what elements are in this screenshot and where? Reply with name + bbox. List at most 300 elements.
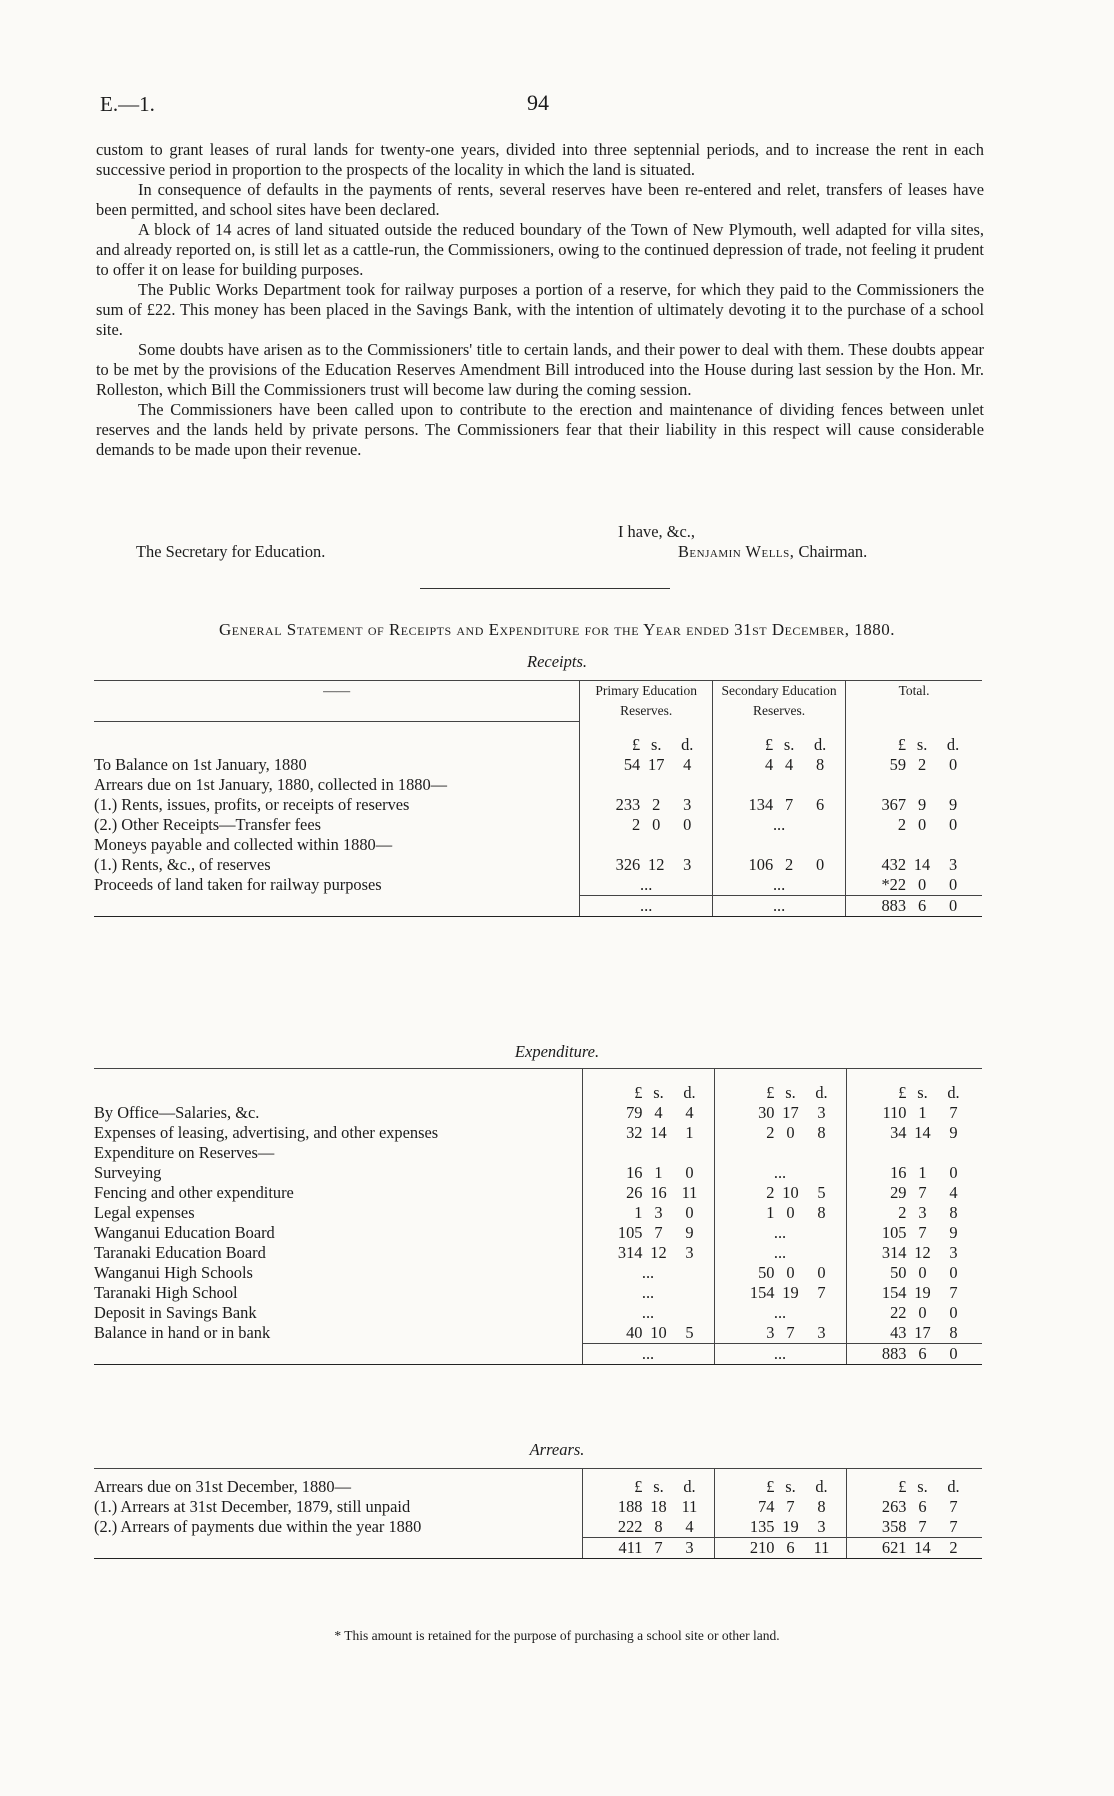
total-row <box>94 1344 982 1365</box>
table-row <box>94 1469 982 1498</box>
row-label: Expenditure on Reserves— <box>94 1143 275 1162</box>
pence-value: 7 <box>949 1497 958 1516</box>
pounds-value: 883 <box>881 896 907 915</box>
amount <box>846 855 982 875</box>
unit-label: d. <box>815 1083 828 1102</box>
amount <box>583 1183 714 1203</box>
row-label: Balance in hand or in bank <box>94 1323 271 1342</box>
amount <box>715 1497 846 1517</box>
pounds-value: 154 <box>749 1283 775 1302</box>
empty-amount: ... <box>713 896 846 917</box>
amount <box>847 1203 983 1223</box>
closing-phrase: I have, &c., <box>618 522 695 541</box>
amount <box>583 1223 714 1243</box>
shillings-value: 14 <box>914 1538 931 1557</box>
signature-name: Benjamin Wells, <box>678 542 795 561</box>
table-row <box>94 721 982 755</box>
amount <box>715 1203 846 1223</box>
pounds-value: 134 <box>748 795 774 814</box>
shillings-value: 7 <box>654 1223 663 1242</box>
row-label: (2.) Other Receipts—Transfer fees <box>94 815 321 834</box>
pence-value: 3 <box>685 1538 694 1557</box>
pounds-value: 411 <box>618 1538 643 1557</box>
row-label: To Balance on 1st January, 1880 <box>94 755 307 774</box>
pounds-value: 106 <box>748 855 774 874</box>
shillings-value: 10 <box>650 1323 667 1342</box>
empty-amount: ... <box>713 815 846 835</box>
empty-amount: ... <box>582 1263 714 1283</box>
receipts-table <box>94 680 982 917</box>
amount <box>580 855 712 875</box>
unit-label: d. <box>946 735 960 754</box>
amount <box>583 1083 714 1103</box>
paragraph: The Commissioners have been called upon to contribute to the erection and maintenance of dividing fences between unlet reserves and the lands held by private persons. The Commissioners fear that their liability in this respect will cause considerable demands to be made upon their revenue. <box>96 400 984 459</box>
pence-value: 7 <box>949 1103 958 1122</box>
primary-column-header: Primary Education Reserves. <box>580 681 713 722</box>
pounds-value: 883 <box>881 1344 907 1363</box>
table-row <box>94 1103 982 1123</box>
pounds-value: 222 <box>617 1517 643 1536</box>
pence-value: 11 <box>681 1183 698 1202</box>
table-row <box>94 1283 982 1303</box>
arrears-body <box>94 1469 982 1559</box>
shillings-value: 1 <box>918 1103 927 1122</box>
pence-value: 8 <box>817 1123 826 1142</box>
footnote: * This amount is retained for the purpose of purchasing a school site or other land. <box>334 1628 780 1643</box>
table-row <box>94 835 982 855</box>
unit-label: £ <box>632 735 641 754</box>
unit-label: £ <box>766 1083 775 1102</box>
section-divider <box>420 588 670 589</box>
shillings-value: 19 <box>914 1283 931 1302</box>
amount <box>713 755 845 775</box>
row-label: Arrears due on 1st January, 1880, collected in 1880— <box>94 775 448 794</box>
pounds-value: 154 <box>881 1283 907 1302</box>
unit-label: s. <box>917 1083 928 1102</box>
shillings-value: 0 <box>652 815 661 834</box>
pounds-value: 367 <box>881 795 907 814</box>
amount <box>715 1323 846 1343</box>
unit-label: d. <box>947 1083 960 1102</box>
table-row <box>94 1497 982 1517</box>
pounds-value: 30 <box>758 1103 775 1122</box>
unit-label: s. <box>917 1477 928 1496</box>
pence-value: 8 <box>816 755 825 774</box>
pence-value: 3 <box>948 855 958 874</box>
amount <box>847 1083 983 1103</box>
pounds-value: 22 <box>890 1303 907 1322</box>
amount <box>847 1477 983 1497</box>
pounds-value: 110 <box>882 1103 907 1122</box>
pounds-value: 326 <box>615 855 641 874</box>
empty-amount: ... <box>714 1223 846 1243</box>
pounds-value: 1 <box>634 1203 643 1222</box>
amount <box>715 1477 846 1497</box>
shillings-value: 2 <box>917 755 927 774</box>
pence-value: 11 <box>813 1538 830 1557</box>
amount <box>847 1497 983 1517</box>
empty-amount: ... <box>582 1283 714 1303</box>
amount <box>580 735 712 755</box>
pence-value: 0 <box>949 1344 958 1363</box>
row-label: Wanganui High Schools <box>94 1263 253 1282</box>
shillings-value: 12 <box>648 855 665 874</box>
pence-value: 0 <box>816 855 825 874</box>
amount <box>583 1163 714 1183</box>
pence-value: 0 <box>949 1163 958 1182</box>
amount <box>846 875 982 895</box>
amount <box>847 1103 983 1123</box>
shillings-value: 0 <box>786 1123 795 1142</box>
table-row <box>94 1203 982 1223</box>
unit-label: s. <box>653 1083 664 1102</box>
pence-value: 8 <box>949 1323 958 1342</box>
amount <box>847 1344 983 1364</box>
signature-title: Chairman. <box>798 542 868 561</box>
pounds-value: 314 <box>881 1243 907 1262</box>
pence-value: 3 <box>683 855 692 874</box>
empty-amount: ... <box>713 875 846 896</box>
pence-value: 5 <box>817 1183 826 1202</box>
amount <box>583 1497 714 1517</box>
pounds-value: *22 <box>881 875 907 894</box>
shillings-value: 1 <box>918 1163 927 1182</box>
addressee: The Secretary for Education. <box>136 542 326 561</box>
unit-label: £ <box>766 1477 775 1496</box>
shillings-value: 16 <box>650 1183 667 1202</box>
shillings-value: 6 <box>918 1497 927 1516</box>
amount <box>583 1323 714 1343</box>
pence-value: 8 <box>817 1203 826 1222</box>
pence-value: 5 <box>685 1323 694 1342</box>
pence-value: 0 <box>949 1263 958 1282</box>
pence-value: 8 <box>949 1203 958 1222</box>
shillings-value: 0 <box>918 1263 927 1282</box>
unit-label: d. <box>947 1477 960 1496</box>
shillings-value: 6 <box>786 1538 795 1557</box>
pounds-value: 2 <box>897 815 907 834</box>
pence-value: 3 <box>685 1243 694 1262</box>
shillings-value: 8 <box>654 1517 663 1536</box>
signature-block <box>678 542 867 562</box>
paragraph: In consequence of defaults in the payments of rents, several reserves have been re-entered and relet, transfers of leases have been permitted, and school sites have been declared. <box>96 180 984 219</box>
shillings-value: 2 <box>652 795 661 814</box>
shillings-value: 7 <box>785 795 794 814</box>
shillings-value: 17 <box>782 1103 799 1122</box>
pence-value: 0 <box>949 1303 958 1322</box>
letter-body <box>96 140 984 460</box>
shillings-value: 19 <box>782 1517 799 1536</box>
amount <box>847 1183 983 1203</box>
shillings-value: 7 <box>786 1323 795 1342</box>
shillings-value: 3 <box>654 1203 663 1222</box>
unit-label: d. <box>815 1477 828 1496</box>
amount <box>847 1303 983 1323</box>
table-row <box>94 875 982 896</box>
row-label: Taranaki Education Board <box>94 1243 266 1262</box>
pounds-value: 26 <box>626 1183 643 1202</box>
expenditure-body <box>94 1069 982 1365</box>
empty-amount: ... <box>714 1163 846 1183</box>
amount <box>580 815 712 835</box>
table-row <box>94 1303 982 1323</box>
pounds-value: 54 <box>623 755 641 774</box>
pounds-value: 2 <box>766 1183 775 1202</box>
amount <box>847 1323 983 1343</box>
empty-amount: ... <box>582 1344 714 1365</box>
pounds-value: 135 <box>749 1517 775 1536</box>
page-number: 94 <box>527 90 549 115</box>
pounds-value: 3 <box>766 1323 775 1342</box>
shillings-value: 7 <box>918 1517 927 1536</box>
pounds-value: 50 <box>758 1263 775 1282</box>
shillings-value: 4 <box>785 755 794 774</box>
table-row <box>94 1243 982 1263</box>
pounds-value: 32 <box>626 1123 643 1142</box>
paragraph: custom to grant leases of rural lands for twenty-one years, divided into three septennial periods, and to increase the rent in each successive period in proportion to the prospects of the locality in which the land is situated. <box>96 140 984 179</box>
row-label: Wanganui Education Board <box>94 1223 275 1242</box>
pounds-value: 43 <box>890 1323 907 1342</box>
shillings-value: 14 <box>913 855 931 874</box>
pounds-value: 105 <box>881 1223 907 1242</box>
row-label: By Office—Salaries, &c. <box>94 1103 260 1122</box>
shillings-value: 7 <box>786 1497 795 1516</box>
table-row <box>94 1069 982 1104</box>
pounds-value: 16 <box>626 1163 643 1182</box>
pounds-value: 4 <box>764 755 774 774</box>
total-column-header: Total. <box>846 681 982 722</box>
pounds-value: 210 <box>749 1538 775 1557</box>
pounds-value: 621 <box>881 1538 907 1557</box>
row-label: Surveying <box>94 1163 162 1182</box>
shillings-value: 4 <box>654 1103 663 1122</box>
empty-amount: ... <box>580 896 713 917</box>
pence-value: 0 <box>683 815 692 834</box>
amount <box>847 1538 983 1558</box>
amount <box>846 815 982 835</box>
unit-label: s. <box>783 735 795 754</box>
amount <box>715 1263 846 1283</box>
amount <box>715 1183 846 1203</box>
table-row <box>94 1223 982 1243</box>
amount <box>846 795 982 815</box>
pounds-value: 1 <box>766 1203 775 1222</box>
pence-value: 9 <box>685 1223 694 1242</box>
table-row <box>94 1143 982 1163</box>
amount <box>713 735 845 755</box>
pounds-value: 79 <box>626 1103 643 1122</box>
unit-label: £ <box>898 1477 907 1496</box>
pence-value: 0 <box>685 1163 694 1182</box>
amount <box>583 1517 714 1537</box>
shillings-value: 7 <box>918 1183 927 1202</box>
amount <box>847 1283 983 1303</box>
pounds-value: 74 <box>758 1497 775 1516</box>
unit-label: s. <box>916 735 928 754</box>
empty-amount: ... <box>714 1243 846 1263</box>
pence-value: 4 <box>683 755 692 774</box>
shillings-value: 0 <box>786 1263 795 1282</box>
pounds-value: 263 <box>881 1497 907 1516</box>
shillings-value: 14 <box>650 1123 667 1142</box>
row-label: Taranaki High School <box>94 1283 238 1302</box>
shillings-value: 12 <box>914 1243 931 1262</box>
pence-value: 6 <box>816 795 825 814</box>
pence-value: 0 <box>817 1263 826 1282</box>
table-row <box>94 1163 982 1183</box>
paragraph: Some doubts have arisen as to the Commissioners' title to certain lands, and their power to deal with them. These doubts appear to be met by the provisions of the Education Reserves Amendment Bill introduced into the House during last session by the Hon. Mr. Rolleston, which Bill the Commissioners trust will become law during the coming session. <box>96 340 984 399</box>
pence-value: 3 <box>817 1323 826 1342</box>
pence-value: 3 <box>817 1517 826 1536</box>
amount <box>847 1263 983 1283</box>
shillings-value: 6 <box>917 896 927 915</box>
amount <box>583 1123 714 1143</box>
table-row <box>94 755 982 775</box>
unit-label: £ <box>898 1083 907 1102</box>
empty-amount: ... <box>582 1303 714 1323</box>
empty-amount: ... <box>714 1344 846 1365</box>
shillings-value: 12 <box>650 1243 667 1262</box>
shillings-value: 7 <box>918 1223 927 1242</box>
amount <box>713 855 845 875</box>
paragraph: The Public Works Department took for railway purposes a portion of a reserve, for which they paid to the Commissioners the sum of £22. This money has been placed in the Savings Bank, with the intention of ultimately devoting it to the purchase of a school site. <box>96 280 984 339</box>
table-row <box>94 1323 982 1344</box>
row-label: Expenses of leasing, advertising, and other expenses <box>94 1123 439 1142</box>
table-row <box>94 1263 982 1283</box>
row-label: (2.) Arrears of payments due within the year 1880 <box>94 1517 422 1536</box>
shillings-value: 3 <box>918 1203 927 1222</box>
shillings-value: 6 <box>918 1344 927 1363</box>
blank-column-header: —— <box>323 683 351 698</box>
amount <box>583 1243 714 1263</box>
amount <box>847 1123 983 1143</box>
amount <box>715 1123 846 1143</box>
unit-label: d. <box>813 735 827 754</box>
pence-value: 2 <box>949 1538 958 1557</box>
amount <box>846 896 982 916</box>
table-row <box>94 775 982 795</box>
table-header-row <box>94 681 982 722</box>
pounds-value: 40 <box>626 1323 643 1342</box>
amount <box>847 1243 983 1263</box>
shillings-value: 0 <box>786 1203 795 1222</box>
total-row <box>94 1538 982 1559</box>
row-label: Legal expenses <box>94 1203 195 1222</box>
pence-value: 3 <box>683 795 692 814</box>
pounds-value: 314 <box>617 1243 643 1262</box>
row-label: (1.) Arrears at 31st December, 1879, still unpaid <box>94 1497 411 1516</box>
unit-label: d. <box>683 1083 696 1102</box>
pence-value: 11 <box>681 1497 698 1516</box>
pounds-value: 29 <box>890 1183 907 1202</box>
secondary-column-header: Secondary Education Reserves. <box>713 681 846 722</box>
table-row <box>94 1517 982 1538</box>
pounds-value: 2 <box>766 1123 775 1142</box>
shillings-value: 2 <box>785 855 794 874</box>
pounds-value: 432 <box>881 855 907 874</box>
pence-value: 7 <box>949 1283 958 1302</box>
table-row <box>94 1123 982 1143</box>
amount <box>715 1538 846 1558</box>
expenditure-table <box>94 1068 982 1365</box>
pence-value: 0 <box>948 896 958 915</box>
pounds-value: 2 <box>632 815 641 834</box>
amount <box>846 735 982 755</box>
pence-value: 8 <box>817 1497 826 1516</box>
amount <box>847 1223 983 1243</box>
arrears-heading: Arrears. <box>529 1440 585 1459</box>
row-label: Deposit in Savings Bank <box>94 1303 257 1322</box>
pence-value: 4 <box>949 1183 958 1202</box>
row-label: Moneys payable and collected within 1880— <box>94 835 393 854</box>
unit-label: s. <box>653 1477 664 1496</box>
unit-label: d. <box>681 735 694 754</box>
unit-label: £ <box>897 735 907 754</box>
table-row <box>94 795 982 815</box>
row-label: Arrears due on 31st December, 1880— <box>94 1477 351 1496</box>
document-reference: E.—1. <box>100 92 155 116</box>
pence-value: 0 <box>948 875 958 894</box>
row-label: (1.) Rents, &c., of reserves <box>94 855 271 874</box>
amount <box>713 795 845 815</box>
expenditure-heading: Expenditure. <box>514 1042 600 1061</box>
unit-label: s. <box>785 1477 796 1496</box>
shillings-value: 14 <box>914 1123 931 1142</box>
empty-amount: ... <box>580 875 713 896</box>
amount <box>715 1083 846 1103</box>
shillings-value: 17 <box>648 755 665 774</box>
pounds-value: 50 <box>890 1263 907 1282</box>
amount <box>715 1517 846 1537</box>
pence-value: 9 <box>949 1223 958 1242</box>
total-row <box>94 896 982 917</box>
shillings-value: 7 <box>654 1538 663 1557</box>
shillings-value: 10 <box>782 1183 799 1202</box>
table-row <box>94 1183 982 1203</box>
unit-label: £ <box>764 735 774 754</box>
unit-label: s. <box>650 735 662 754</box>
row-label: Proceeds of land taken for railway purposes <box>94 875 382 894</box>
pence-value: 7 <box>949 1517 958 1536</box>
amount <box>583 1538 714 1558</box>
shillings-value: 0 <box>917 875 927 894</box>
pence-value: 1 <box>685 1123 694 1142</box>
receipts-body <box>94 721 982 917</box>
arrears-table <box>94 1468 982 1559</box>
shillings-value: 0 <box>918 1303 927 1322</box>
pence-value: 0 <box>948 755 958 774</box>
statement-title: General Statement of Receipts and Expenditure for the Year ended 31st December, 1880. <box>218 620 896 639</box>
unit-label: £ <box>634 1083 643 1102</box>
amount <box>847 1163 983 1183</box>
receipts-heading: Receipts. <box>526 652 587 671</box>
amount <box>715 1283 846 1303</box>
row-label: (1.) Rents, issues, profits, or receipts of reserves <box>94 795 410 814</box>
pounds-value: 59 <box>889 755 907 774</box>
paragraph: A block of 14 acres of land situated outside the reduced boundary of the Town of New Plymouth, well adapted for villa sites, and already reported on, is still let as a cattle-run, the Commissioners, owing to the continued depression of trade, not feeling it prudent to offer it on lease for building purposes. <box>96 220 984 279</box>
row-label: Fencing and other expenditure <box>94 1183 294 1202</box>
pence-value: 3 <box>817 1103 826 1122</box>
amount <box>583 1103 714 1123</box>
shillings-value: 0 <box>917 815 927 834</box>
pounds-value: 233 <box>615 795 641 814</box>
pence-value: 0 <box>685 1203 694 1222</box>
pence-value: 9 <box>949 1123 958 1142</box>
pounds-value: 2 <box>898 1203 907 1222</box>
shillings-value: 9 <box>917 795 927 814</box>
unit-label: d. <box>683 1477 696 1496</box>
amount <box>580 755 712 775</box>
